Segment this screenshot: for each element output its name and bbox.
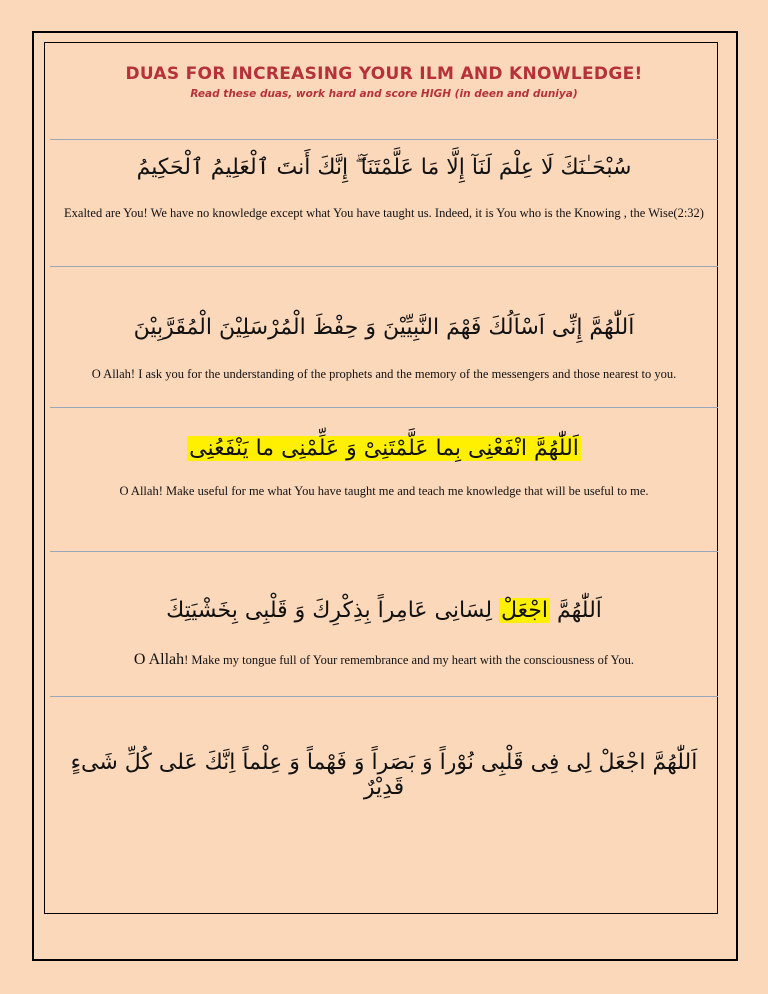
dua-4-translation-rest: ! Make my tongue full of Your remembrance and my heart with the consciousness of You. [184, 653, 635, 667]
dua-4-translation [50, 648, 718, 671]
dua-5-arabic: اَللّٰهُمَّ اجْعَلْ لِى فِى قَلْبِى نُوْراً وَ بَصَراً وَ فَهْماً وَ عِلْماً اِنَّكَ عَلى كُلِّ شَىءٍ قَدِيْرٌ [70, 750, 698, 800]
divider [50, 551, 718, 552]
dua-4-translation-lead: O Allah [133, 651, 185, 668]
page-subtitle: Read these duas, work hard and score HIGH (in deen and duniya) [190, 88, 578, 100]
dua-3-arabic [50, 436, 718, 461]
divider [50, 266, 718, 267]
dua-1-arabic: سُبْحَـٰنَكَ لَا عِلْمَ لَنَآ إِلَّا مَا عَلَّمْتَنَآ ۖ إِنَّكَ أَنتَ ٱلْعَلِيمُ ٱلْحَكِيمُ [136, 155, 632, 180]
divider [50, 696, 718, 697]
page-title: DUAS FOR INCREASING YOUR ILM AND KNOWLEDGE! [125, 64, 643, 84]
dua-4-arabic [50, 598, 718, 623]
dua-4-arabic-start: اَللّٰهُمَّ [550, 598, 602, 623]
dua-1-translation: Exalted are You! We have no knowledge except what You have taught us. Indeed, it is You who is the Knowing , the Wise(2:32) [64, 206, 704, 220]
divider [50, 407, 718, 408]
dua-4-highlighted-word: اجْعَلْ [501, 598, 549, 623]
dua-2-translation: O Allah! I ask you for the understanding of the prophets and the memory of the messengers and those nearest to you. [91, 367, 677, 381]
dua-2-arabic: اَللّٰهُمَّ إِنِّى اَسْاَلُكَ فَهْمَ النَّبِيِّيْنَ وَ حِفْظَ الْمُرْسَلِيْنَ الْمُقَرَّبِيْنَ [133, 315, 635, 340]
dua-3-translation: O Allah! Make useful for me what You have taught me and teach me knowledge that will be useful to me. [119, 484, 649, 498]
divider [50, 139, 718, 140]
document-content [50, 60, 718, 800]
dua-4-arabic-end: لِسَانِى عَامِراً بِذِكْرِكَ وَ قَلْبِى بِخَشْيَتِكَ [166, 598, 500, 623]
dua-3-highlighted-text: اَللّٰهُمَّ انْفَعْنِى بِما عَلَّمْتَنِىْ وَ عَلِّمْنِى ما يَنْفَعُنِى [189, 436, 579, 461]
